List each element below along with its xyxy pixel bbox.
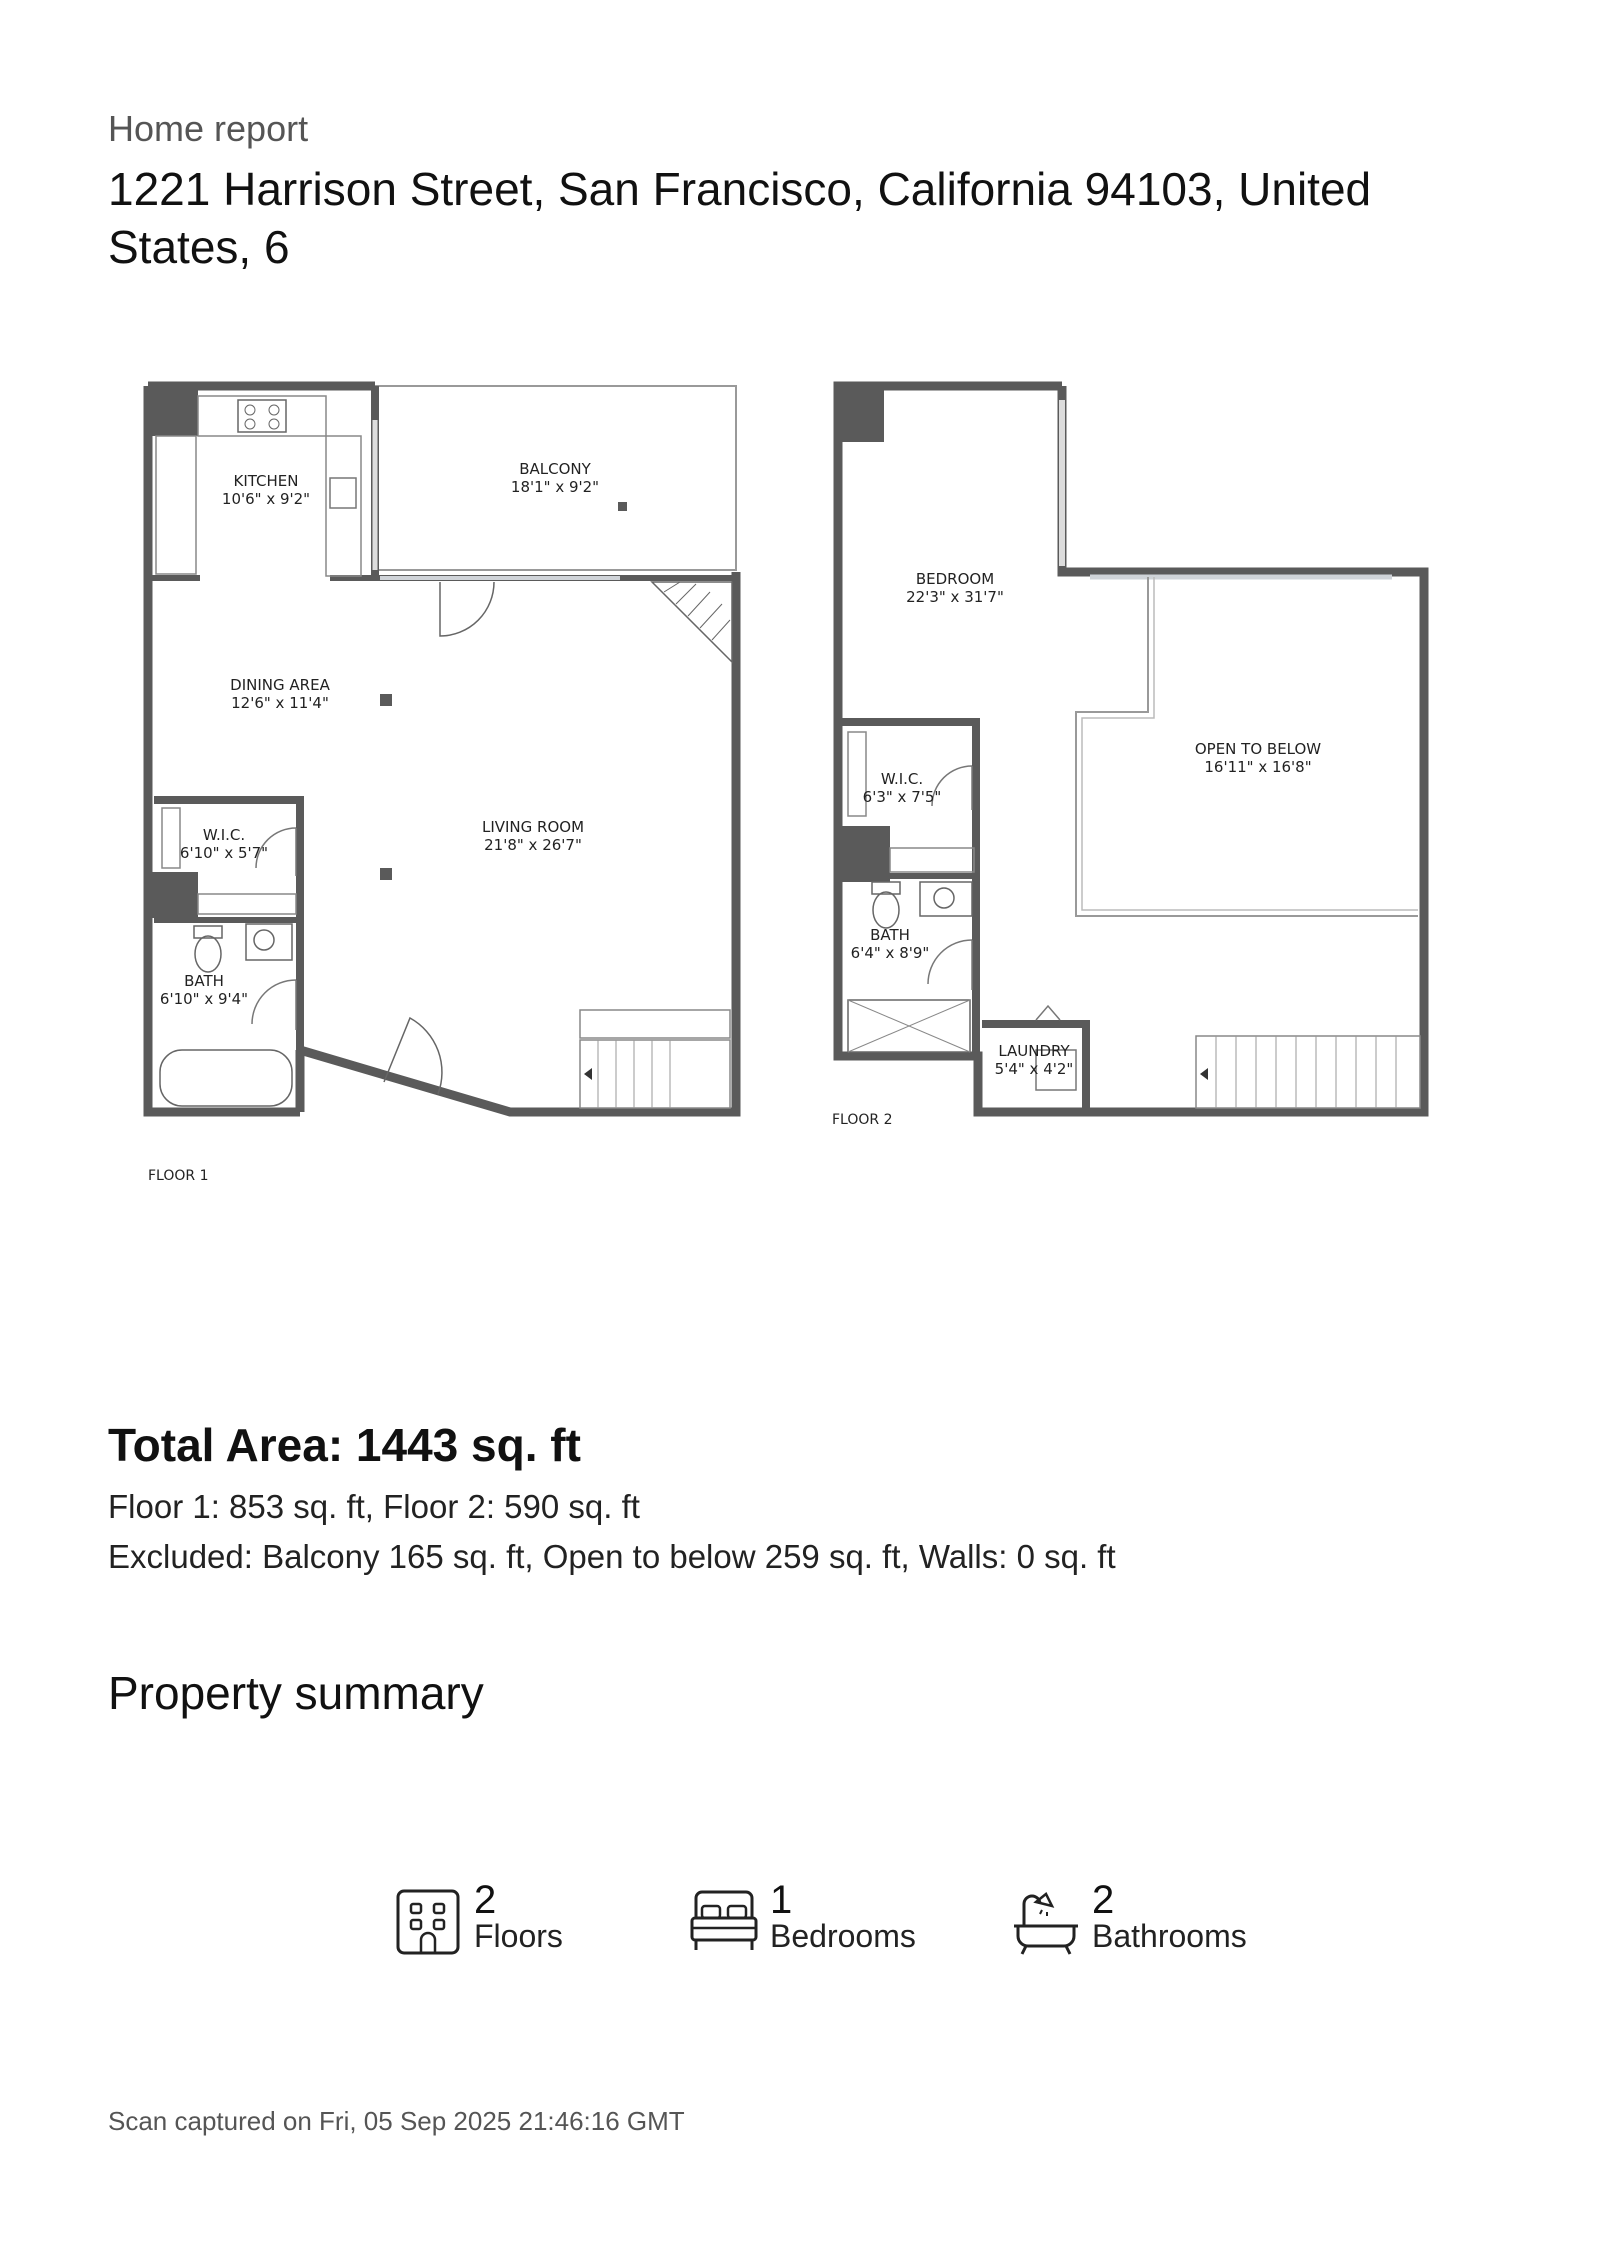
floor1-room-dims: 6'10" x 5'7" bbox=[179, 844, 269, 862]
stat-bedrooms bbox=[690, 1878, 950, 1958]
floor1-plan bbox=[148, 386, 736, 1184]
floor2-room-name: LAUNDRY bbox=[998, 1042, 1070, 1060]
floor2-room-name: W.I.C. bbox=[880, 770, 924, 788]
floor2-plan bbox=[832, 386, 1424, 1128]
floor1-room-name: BATH bbox=[184, 972, 224, 990]
floor1-room-dims: 6'10" x 9'4" bbox=[159, 990, 249, 1008]
floor2-room-dims: 22'3" x 31'7" bbox=[906, 588, 1004, 606]
floor-plans bbox=[0, 370, 1600, 1230]
floor2-room-dims: 5'4" x 4'2" bbox=[994, 1060, 1074, 1078]
floor2-room-dims: 6'4" x 8'9" bbox=[850, 944, 930, 962]
floor1-room-name: KITCHEN bbox=[233, 472, 299, 490]
stat-floors bbox=[394, 1878, 614, 1958]
floor1-room-name: DINING AREA bbox=[230, 676, 330, 694]
floor1-room-dims: 10'6" x 9'2" bbox=[221, 490, 311, 508]
floor1-label: FLOOR 1 bbox=[148, 1168, 209, 1184]
floor1-room-name: BALCONY bbox=[519, 460, 591, 478]
report-label: Home report bbox=[108, 108, 309, 149]
floor1-room-dims: 21'8" x 26'7" bbox=[484, 836, 582, 854]
floors-label: Floors bbox=[474, 1918, 563, 1954]
bathrooms-label: Bathrooms bbox=[1092, 1918, 1247, 1954]
floor2-label: FLOOR 2 bbox=[832, 1112, 893, 1128]
bedrooms-label: Bedrooms bbox=[770, 1918, 916, 1954]
bathrooms-count: 2 bbox=[1092, 1878, 1115, 1922]
floor1-room-name: W.I.C. bbox=[202, 826, 246, 844]
floor2-room-name: OPEN TO BELOW bbox=[1194, 740, 1322, 758]
floor2-room-name: BATH bbox=[870, 926, 910, 944]
floor2-room-dims: 6'3" x 7'5" bbox=[862, 788, 942, 806]
floor1-room-name: LIVING ROOM bbox=[481, 818, 585, 836]
floor1-room-dims: 18'1" x 9'2" bbox=[510, 478, 600, 496]
property-address: 1221 Harrison Street, San Francisco, California 94103, United States, 6 bbox=[108, 163, 1372, 273]
bathtub-icon bbox=[1012, 1888, 1080, 1956]
excluded-areas: Excluded: Balcony 165 sq. ft, Open to below 259 sq. ft, Walls: 0 sq. ft bbox=[108, 1538, 1116, 1575]
floor1-room-dims: 12'6" x 11'4" bbox=[231, 694, 329, 712]
building-icon bbox=[394, 1888, 462, 1956]
bed-icon bbox=[690, 1888, 758, 1956]
floor2-room-dims: 16'11" x 16'8" bbox=[1204, 758, 1312, 776]
floor2-room-name: BEDROOM bbox=[915, 570, 995, 588]
floors-count: 2 bbox=[474, 1878, 497, 1922]
stat-bathrooms bbox=[1012, 1878, 1312, 1958]
total-area: Total Area: 1443 sq. ft bbox=[108, 1419, 581, 1471]
floor-areas: Floor 1: 853 sq. ft, Floor 2: 590 sq. ft bbox=[108, 1488, 640, 1525]
scan-timestamp: Scan captured on Fri, 05 Sep 2025 21:46:16 GMT bbox=[108, 2106, 685, 2136]
property-summary-title: Property summary bbox=[108, 1667, 484, 1719]
bedrooms-count: 1 bbox=[770, 1878, 793, 1922]
